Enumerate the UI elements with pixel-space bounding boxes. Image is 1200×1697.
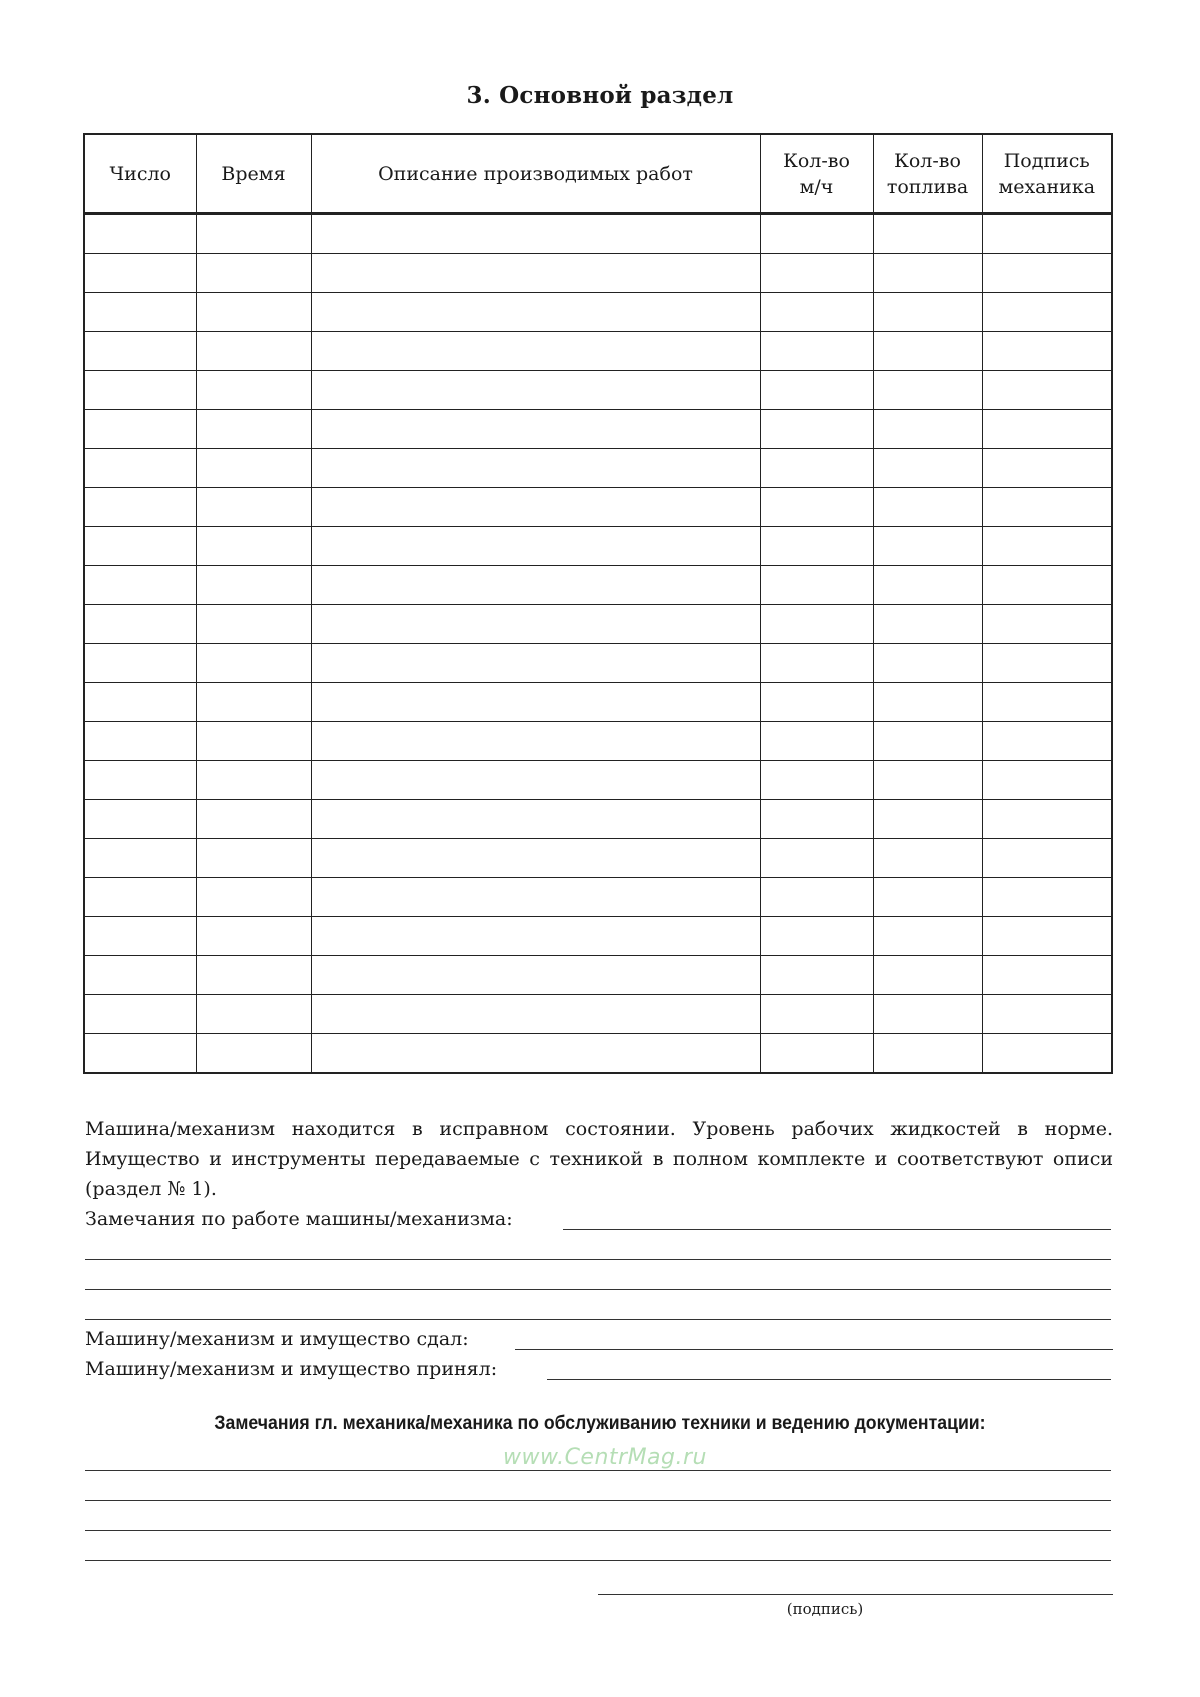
table-row [84, 371, 1112, 410]
cell-date[interactable] [84, 878, 196, 917]
cell-time[interactable] [196, 605, 311, 644]
cell-time[interactable] [196, 527, 311, 566]
remarks-field-line-4[interactable] [85, 1319, 1111, 1320]
cell-signature[interactable] [982, 683, 1112, 722]
cell-description[interactable] [311, 410, 760, 449]
chief-remarks-line-4[interactable] [85, 1560, 1111, 1561]
table-row [84, 488, 1112, 527]
header-motor-hours-line2: м/ч [799, 175, 834, 198]
cell-signature[interactable] [982, 956, 1112, 995]
table-row [84, 410, 1112, 449]
cell-motor-hours[interactable] [760, 683, 873, 722]
cell-description[interactable] [311, 800, 760, 839]
cell-fuel[interactable] [873, 371, 982, 410]
signature-line[interactable] [598, 1594, 1113, 1595]
cell-fuel[interactable] [873, 605, 982, 644]
table-body [84, 214, 1112, 1074]
cell-motor-hours[interactable] [760, 839, 873, 878]
cell-fuel[interactable] [873, 566, 982, 605]
table-row [84, 293, 1112, 332]
cell-fuel[interactable] [873, 800, 982, 839]
cell-description[interactable] [311, 995, 760, 1034]
cell-time[interactable] [196, 722, 311, 761]
cell-date[interactable] [84, 761, 196, 800]
cell-description[interactable] [311, 214, 760, 254]
cell-fuel[interactable] [873, 254, 982, 293]
table-row [84, 1034, 1112, 1074]
cell-date[interactable] [84, 1034, 196, 1074]
cell-motor-hours[interactable] [760, 527, 873, 566]
cell-fuel[interactable] [873, 644, 982, 683]
cell-signature[interactable] [982, 995, 1112, 1034]
cell-signature[interactable] [982, 449, 1112, 488]
cell-signature[interactable] [982, 332, 1112, 371]
cell-description[interactable] [311, 254, 760, 293]
cell-description[interactable] [311, 449, 760, 488]
table-header-row [84, 134, 1112, 214]
table-row [84, 449, 1112, 488]
cell-motor-hours[interactable] [760, 995, 873, 1034]
cell-time[interactable] [196, 488, 311, 527]
chief-remarks-line-2[interactable] [85, 1500, 1111, 1501]
cell-time[interactable] [196, 800, 311, 839]
cell-time[interactable] [196, 332, 311, 371]
cell-signature[interactable] [982, 839, 1112, 878]
remarks-field-line-1[interactable] [563, 1229, 1111, 1230]
cell-signature[interactable] [982, 410, 1112, 449]
cell-time[interactable] [196, 761, 311, 800]
cell-date[interactable] [84, 293, 196, 332]
cell-fuel[interactable] [873, 956, 982, 995]
chief-remarks-line-3[interactable] [85, 1530, 1111, 1531]
cell-motor-hours[interactable] [760, 332, 873, 371]
header-motor-hours-line1: Кол-во [783, 149, 850, 172]
cell-time[interactable] [196, 1034, 311, 1074]
cell-date[interactable] [84, 839, 196, 878]
cell-signature[interactable] [982, 917, 1112, 956]
cell-time[interactable] [196, 995, 311, 1034]
header-motor-hours [760, 134, 873, 214]
cell-motor-hours[interactable] [760, 449, 873, 488]
cell-date[interactable] [84, 644, 196, 683]
cell-motor-hours[interactable] [760, 644, 873, 683]
cell-description[interactable] [311, 644, 760, 683]
header-time [196, 134, 311, 214]
cell-signature[interactable] [982, 488, 1112, 527]
cell-motor-hours[interactable] [760, 488, 873, 527]
cell-date[interactable] [84, 605, 196, 644]
cell-signature[interactable] [982, 1034, 1112, 1074]
header-time-label: Время [221, 162, 286, 185]
header-fuel-line1: Кол-во [894, 149, 961, 172]
cell-signature[interactable] [982, 566, 1112, 605]
cell-fuel[interactable] [873, 761, 982, 800]
header-date [84, 134, 196, 214]
cell-signature[interactable] [982, 371, 1112, 410]
cell-date[interactable] [84, 254, 196, 293]
cell-time[interactable] [196, 254, 311, 293]
header-mechanic-signature [982, 134, 1112, 214]
cell-fuel[interactable] [873, 839, 982, 878]
table-row [84, 644, 1112, 683]
cell-description[interactable] [311, 488, 760, 527]
cell-date[interactable] [84, 527, 196, 566]
work-log-table [83, 133, 1113, 1074]
cell-fuel[interactable] [873, 488, 982, 527]
cell-fuel[interactable] [873, 722, 982, 761]
cell-signature[interactable] [982, 214, 1112, 254]
cell-signature[interactable] [982, 800, 1112, 839]
accepted-label: Машину/механизм и имущество принял: [85, 1358, 498, 1380]
cell-motor-hours[interactable] [760, 761, 873, 800]
cell-fuel[interactable] [873, 332, 982, 371]
cell-time[interactable] [196, 293, 311, 332]
cell-time[interactable] [196, 683, 311, 722]
cell-date[interactable] [84, 722, 196, 761]
header-date-label: Число [109, 162, 171, 185]
cell-description[interactable] [311, 293, 760, 332]
table-row [84, 332, 1112, 371]
cell-motor-hours[interactable] [760, 293, 873, 332]
cell-description[interactable] [311, 371, 760, 410]
cell-time[interactable] [196, 449, 311, 488]
cell-description[interactable] [311, 917, 760, 956]
cell-motor-hours[interactable] [760, 1034, 873, 1074]
watermark: www.CentrMag.ru [503, 1445, 707, 1470]
cell-description[interactable] [311, 527, 760, 566]
cell-date[interactable] [84, 410, 196, 449]
table-row [84, 254, 1112, 293]
cell-description[interactable] [311, 683, 760, 722]
cell-motor-hours[interactable] [760, 605, 873, 644]
cell-motor-hours[interactable] [760, 722, 873, 761]
table-row [84, 917, 1112, 956]
table-row [84, 527, 1112, 566]
cell-date[interactable] [84, 449, 196, 488]
cell-motor-hours[interactable] [760, 254, 873, 293]
cell-motor-hours[interactable] [760, 410, 873, 449]
cell-description[interactable] [311, 605, 760, 644]
cell-motor-hours[interactable] [760, 566, 873, 605]
cell-fuel[interactable] [873, 293, 982, 332]
cell-motor-hours[interactable] [760, 956, 873, 995]
cell-description[interactable] [311, 566, 760, 605]
cell-date[interactable] [84, 214, 196, 254]
cell-description[interactable] [311, 956, 760, 995]
condition-statement: Машина/механизм находится в исправном состоянии. Уровень рабочих жидкостей в норме. Имущество и инструменты передаваемые с техникой в полном комплекте и соответствуют описи (раздел № 1). [85, 1118, 1113, 1200]
cell-time[interactable] [196, 410, 311, 449]
cell-time[interactable] [196, 566, 311, 605]
cell-description[interactable] [311, 761, 760, 800]
header-fuel [873, 134, 982, 214]
cell-fuel[interactable] [873, 878, 982, 917]
remarks-field-line-3[interactable] [85, 1289, 1111, 1290]
cell-motor-hours[interactable] [760, 878, 873, 917]
chief-remarks-line-1[interactable] [85, 1470, 1111, 1471]
cell-time[interactable] [196, 839, 311, 878]
table-row [84, 214, 1112, 254]
table-row [84, 566, 1112, 605]
header-description-label: Описание производимых работ [378, 162, 693, 185]
cell-fuel[interactable] [873, 917, 982, 956]
cell-fuel[interactable] [873, 214, 982, 254]
table-row [84, 761, 1112, 800]
cell-date[interactable] [84, 332, 196, 371]
cell-time[interactable] [196, 917, 311, 956]
cell-date[interactable] [84, 566, 196, 605]
cell-description[interactable] [311, 332, 760, 371]
cell-time[interactable] [196, 214, 311, 254]
cell-fuel[interactable] [873, 410, 982, 449]
section-title: 3. Основной раздел [466, 82, 734, 109]
cell-fuel[interactable] [873, 683, 982, 722]
handed-over-label: Машину/механизм и имущество сдал: [85, 1328, 469, 1350]
cell-date[interactable] [84, 488, 196, 527]
cell-time[interactable] [196, 644, 311, 683]
cell-time[interactable] [196, 878, 311, 917]
cell-signature[interactable] [982, 527, 1112, 566]
accepted-signature-line[interactable] [547, 1379, 1111, 1380]
table-row [84, 722, 1112, 761]
cell-fuel[interactable] [873, 449, 982, 488]
cell-date[interactable] [84, 995, 196, 1034]
remarks-label: Замечания по работе машины/механизма: [85, 1208, 513, 1230]
cell-date[interactable] [84, 683, 196, 722]
cell-signature[interactable] [982, 605, 1112, 644]
cell-fuel[interactable] [873, 995, 982, 1034]
cell-time[interactable] [196, 371, 311, 410]
cell-fuel[interactable] [873, 1034, 982, 1074]
table-row [84, 605, 1112, 644]
table-row [84, 683, 1112, 722]
header-signature-line1: Подпись [1003, 149, 1090, 172]
header-description [311, 134, 760, 214]
cell-motor-hours[interactable] [760, 917, 873, 956]
cell-motor-hours[interactable] [760, 800, 873, 839]
cell-signature[interactable] [982, 722, 1112, 761]
cell-date[interactable] [84, 917, 196, 956]
cell-signature[interactable] [982, 293, 1112, 332]
cell-date[interactable] [84, 800, 196, 839]
cell-description[interactable] [311, 839, 760, 878]
signature-caption: (подпись) [786, 1600, 864, 1618]
table-row [84, 878, 1112, 917]
cell-motor-hours[interactable] [760, 371, 873, 410]
handed-over-signature-line[interactable] [515, 1349, 1113, 1350]
table-row [84, 839, 1112, 878]
cell-signature[interactable] [982, 644, 1112, 683]
cell-time[interactable] [196, 956, 311, 995]
cell-fuel[interactable] [873, 527, 982, 566]
chief-remarks-heading: Замечания гл. механика/механика по обслуживанию техники и ведению документации: [214, 1413, 986, 1434]
cell-signature[interactable] [982, 878, 1112, 917]
remarks-field-line-2[interactable] [85, 1259, 1111, 1260]
cell-date[interactable] [84, 956, 196, 995]
cell-date[interactable] [84, 371, 196, 410]
header-signature-line2: механика [998, 175, 1096, 198]
cell-description[interactable] [311, 722, 760, 761]
table-row [84, 956, 1112, 995]
cell-description[interactable] [311, 1034, 760, 1074]
cell-motor-hours[interactable] [760, 214, 873, 254]
table-row [84, 995, 1112, 1034]
cell-signature[interactable] [982, 761, 1112, 800]
cell-description[interactable] [311, 878, 760, 917]
header-fuel-line2: топлива [886, 175, 969, 198]
table-row [84, 800, 1112, 839]
cell-signature[interactable] [982, 254, 1112, 293]
